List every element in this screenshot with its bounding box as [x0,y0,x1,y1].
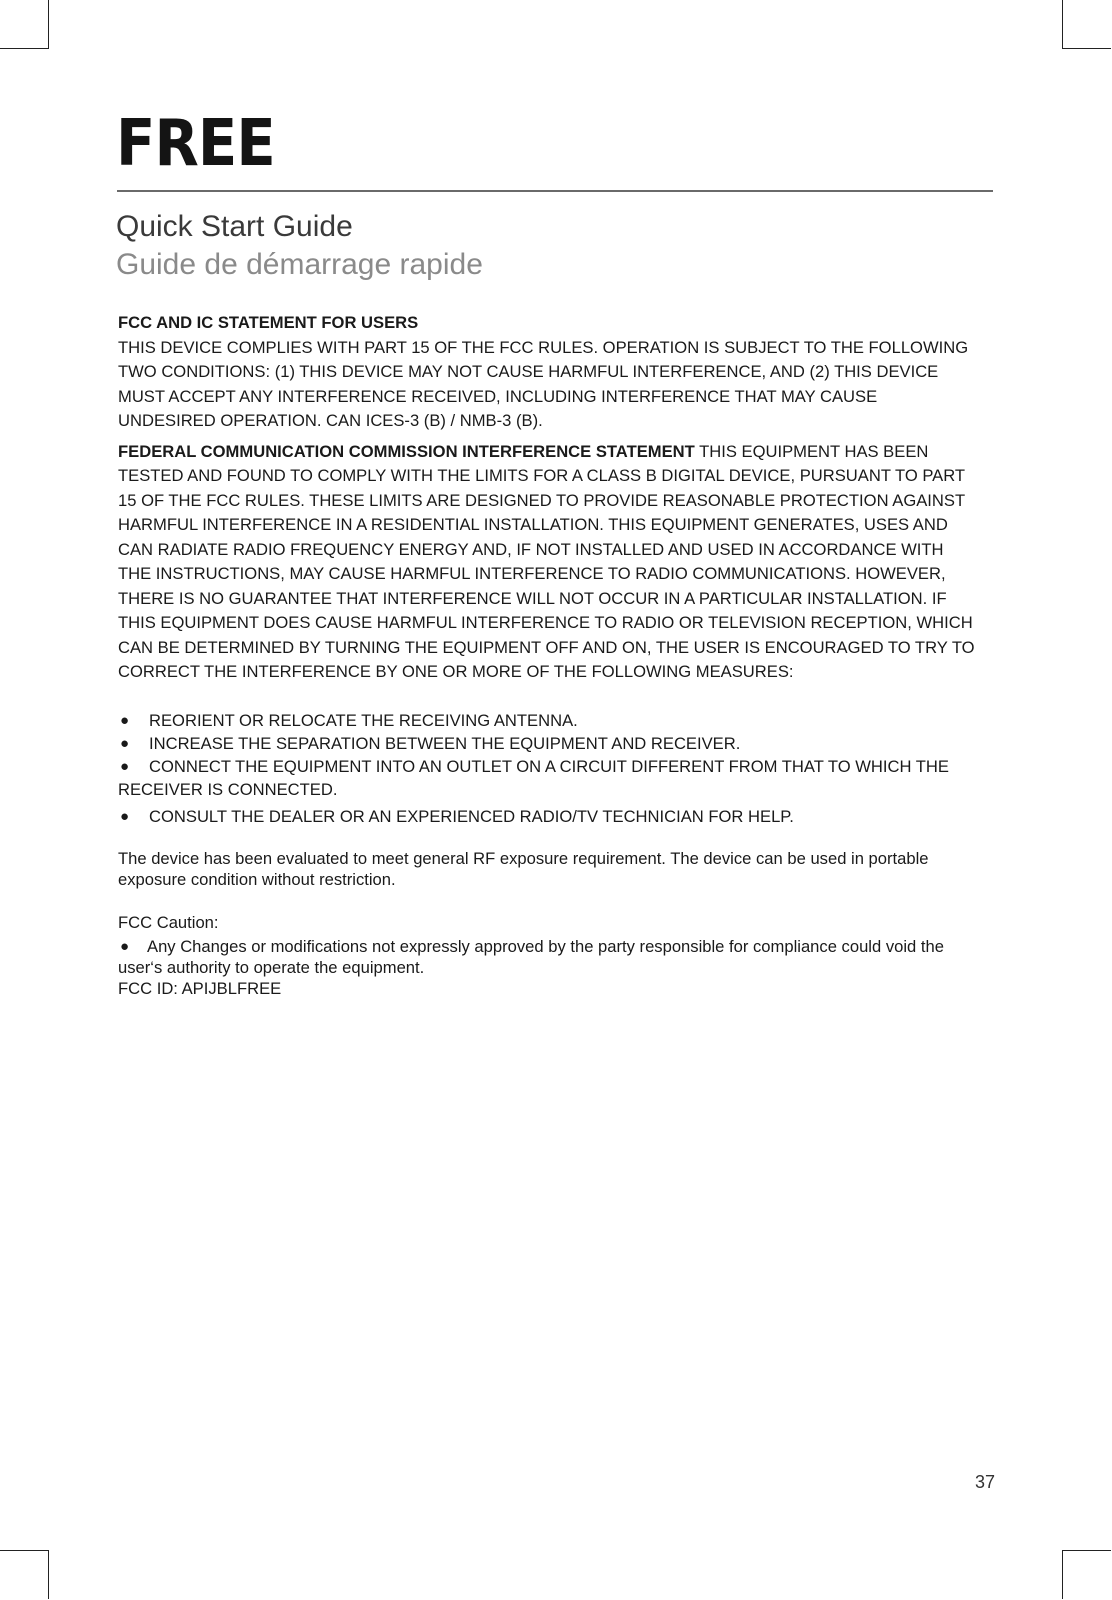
header-divider [117,190,993,192]
crop-mark-bottom-left [0,1550,49,1599]
list-item: ● CONNECT THE EQUIPMENT INTO AN OUTLET ON A CIRCUIT DIFFERENT FROM THAT TO WHICH THE RECEIVER IS CONNECTED. [118,756,949,799]
title-french: Guide de démarrage rapide [116,248,483,281]
brand-logo: FREE [116,107,275,181]
bullet-icon: ● [120,757,130,775]
bullet-icon: ● [120,937,130,955]
bullet-icon: ● [120,734,130,752]
interference-body: THIS EQUIPMENT HAS BEEN TESTED AND FOUND TO COMPLY WITH THE LIMITS FOR A CLASS B DIGITAL DEVICE, PURSUANT TO PART 15 OF THE FCC RULES. THESE LIMITS ARE DESIGNED TO PROVIDE REASONABLE PROTECTION AGAINST HARMFUL INTERFERENCE IN A RESIDENTIAL INSTALLATION. THIS EQUIPMENT GENERATES, USES AND CAN RADIATE RADIO FREQUENCY ENERGY AND, IF NOT INSTALLED AND USED IN ACCORDANCE WITH THE INSTRUCTIONS, MAY CAUSE HARMFUL INTERFERENCE TO RADIO COMMUNICATIONS. HOWEVER, THERE IS NO GUARANTEE THAT INTERFERENCE WILL NOT OCCUR IN A PARTICULAR INSTALLATION. IF THIS EQUIPMENT DOES CAUSE HARMFUL INTERFERENCE TO RADIO OR TELEVISION RECEPTION, WHICH CAN BE DETERMINED BY TURNING THE EQUIPMENT OFF AND ON, THE USER IS ENCOURAGED TO TRY TO CORRECT THE INTERFERENCE BY ONE OR MORE OF THE FOLLOWING MEASURES: [118,441,975,681]
main-content [118,311,978,999]
crop-mark-top-right [1062,0,1111,49]
title-english: Quick Start Guide [116,210,353,243]
crop-mark-top-left [0,0,49,49]
measures-list [118,709,978,828]
bullet-icon: ● [120,807,130,825]
interference-statement [118,440,978,685]
interference-heading: FEDERAL COMMUNICATION COMMISSION INTERFERENCE STATEMENT [118,441,695,461]
fcc-id: FCC ID: APIJBLFREE [118,978,282,998]
list-item: ● CONSULT THE DEALER OR AN EXPERIENCED RADIO/TV TECHNICIAN FOR HELP. [120,806,794,826]
fcc-ic-body: THIS DEVICE COMPLIES WITH PART 15 OF THE FCC RULES. OPERATION IS SUBJECT TO THE FOLLOWING TWO CONDITIONS: (1) THIS DEVICE MAY NOT CAUSE HARMFUL INTERFERENCE, AND (2) THIS DEVICE MUST ACCEPT ANY INTERFERENCE RECEIVED, INCLUDING INTERFERENCE THAT MAY CAUSE UNDESIRED OPERATION. CAN ICES-3 (B) / NMB-3 (B). [118,337,969,430]
list-item: ● REORIENT OR RELOCATE THE RECEIVING ANTENNA. [120,710,578,730]
bullet-icon: ● [120,711,130,729]
caution-heading: FCC Caution: [118,912,219,932]
crop-mark-bottom-right [1062,1550,1111,1599]
rf-exposure-note: The device has been evaluated to meet general RF exposure requirement. The device can be used in portable exposure condition without restriction. [118,848,929,889]
fcc-ic-heading: FCC AND IC STATEMENT FOR USERS [118,313,419,332]
caution-item: ● Any Changes or modifications not expressly approved by the party responsible for compliance could void the user‘s authority to operate the equipment. [118,936,944,977]
list-item: ● INCREASE THE SEPARATION BETWEEN THE EQUIPMENT AND RECEIVER. [120,733,741,753]
page-number: 37 [975,1472,996,1492]
